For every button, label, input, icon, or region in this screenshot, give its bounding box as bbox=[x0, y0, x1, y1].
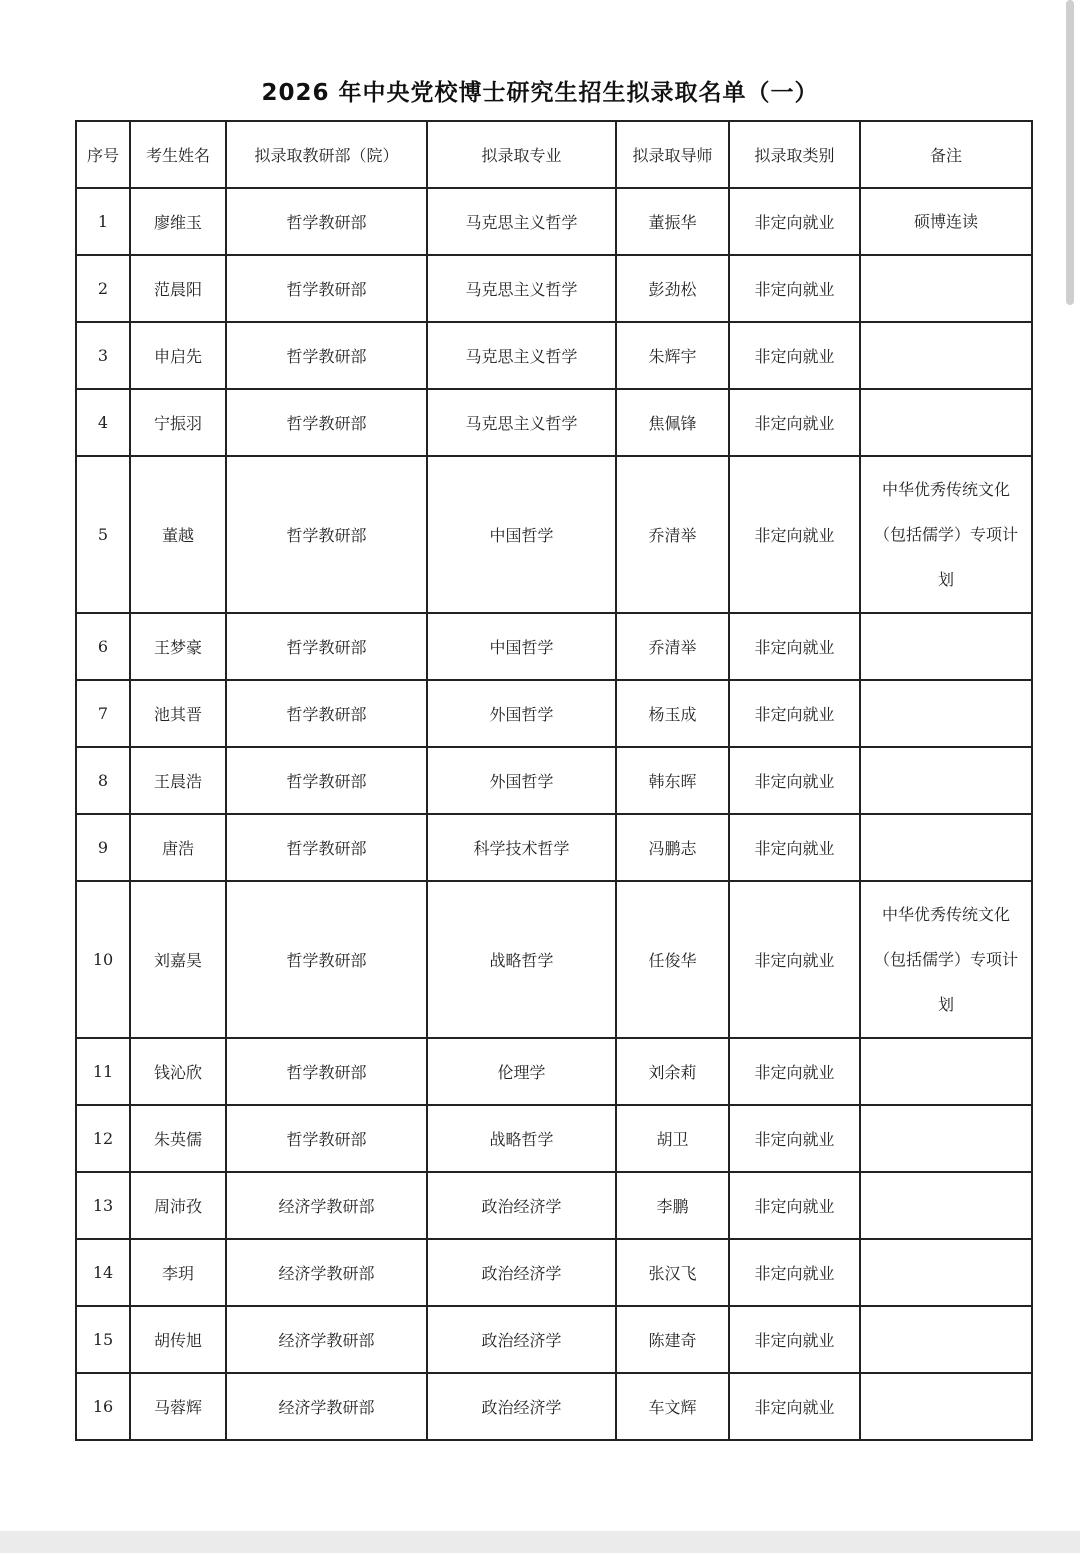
cell-remark bbox=[860, 389, 1032, 456]
cell-category: 非定向就业 bbox=[729, 1373, 860, 1440]
cell-name: 宁振羽 bbox=[130, 389, 226, 456]
cell-name: 王晨浩 bbox=[130, 747, 226, 814]
cell-major: 战略哲学 bbox=[427, 881, 616, 1038]
header-dept: 拟录取教研部（院） bbox=[226, 121, 427, 188]
cell-remark bbox=[860, 1373, 1032, 1440]
cell-advisor: 胡卫 bbox=[616, 1105, 729, 1172]
table-body bbox=[76, 188, 1032, 1440]
cell-dept: 哲学教研部 bbox=[226, 188, 427, 255]
cell-remark bbox=[860, 613, 1032, 680]
cell-name: 刘嘉昊 bbox=[130, 881, 226, 1038]
cell-name: 李玥 bbox=[130, 1239, 226, 1306]
cell-dept: 经济学教研部 bbox=[226, 1239, 427, 1306]
cell-major: 中国哲学 bbox=[427, 456, 616, 613]
header-no: 序号 bbox=[76, 121, 130, 188]
cell-dept: 哲学教研部 bbox=[226, 456, 427, 613]
cell-major: 政治经济学 bbox=[427, 1172, 616, 1239]
cell-remark bbox=[860, 747, 1032, 814]
cell-category: 非定向就业 bbox=[729, 1172, 860, 1239]
cell-dept: 哲学教研部 bbox=[226, 1038, 427, 1105]
cell-no: 2 bbox=[76, 255, 130, 322]
header-advisor: 拟录取导师 bbox=[616, 121, 729, 188]
cell-category: 非定向就业 bbox=[729, 881, 860, 1038]
cell-dept: 经济学教研部 bbox=[226, 1373, 427, 1440]
cell-advisor: 张汉飞 bbox=[616, 1239, 729, 1306]
cell-dept: 经济学教研部 bbox=[226, 1172, 427, 1239]
cell-no: 16 bbox=[76, 1373, 130, 1440]
cell-dept: 哲学教研部 bbox=[226, 881, 427, 1038]
table-row bbox=[76, 1373, 1032, 1440]
header-name: 考生姓名 bbox=[130, 121, 226, 188]
header-remark: 备注 bbox=[860, 121, 1032, 188]
cell-dept: 经济学教研部 bbox=[226, 1306, 427, 1373]
cell-major: 马克思主义哲学 bbox=[427, 188, 616, 255]
cell-no: 9 bbox=[76, 814, 130, 881]
cell-remark bbox=[860, 322, 1032, 389]
table-row bbox=[76, 255, 1032, 322]
scrollbar-thumb[interactable] bbox=[1066, 0, 1074, 305]
cell-advisor: 乔清举 bbox=[616, 613, 729, 680]
vertical-scrollbar[interactable] bbox=[1066, 0, 1074, 1553]
cell-major: 战略哲学 bbox=[427, 1105, 616, 1172]
cell-major: 中国哲学 bbox=[427, 613, 616, 680]
cell-category: 非定向就业 bbox=[729, 747, 860, 814]
cell-no: 3 bbox=[76, 322, 130, 389]
cell-advisor: 陈建奇 bbox=[616, 1306, 729, 1373]
cell-dept: 哲学教研部 bbox=[226, 747, 427, 814]
cell-no: 12 bbox=[76, 1105, 130, 1172]
cell-name: 钱沁欣 bbox=[130, 1038, 226, 1105]
cell-advisor: 乔清举 bbox=[616, 456, 729, 613]
bottom-bar bbox=[0, 1531, 1080, 1553]
cell-no: 1 bbox=[76, 188, 130, 255]
cell-category: 非定向就业 bbox=[729, 1239, 860, 1306]
cell-dept: 哲学教研部 bbox=[226, 255, 427, 322]
cell-no: 13 bbox=[76, 1172, 130, 1239]
table-row bbox=[76, 613, 1032, 680]
cell-advisor: 车文辉 bbox=[616, 1373, 729, 1440]
cell-name: 胡传旭 bbox=[130, 1306, 226, 1373]
cell-category: 非定向就业 bbox=[729, 613, 860, 680]
cell-advisor: 刘余莉 bbox=[616, 1038, 729, 1105]
cell-major: 马克思主义哲学 bbox=[427, 255, 616, 322]
cell-category: 非定向就业 bbox=[729, 255, 860, 322]
cell-remark: 中华优秀传统文化（包括儒学）专项计划 bbox=[860, 456, 1032, 613]
table-row bbox=[76, 322, 1032, 389]
cell-remark: 中华优秀传统文化（包括儒学）专项计划 bbox=[860, 881, 1032, 1038]
cell-advisor: 杨玉成 bbox=[616, 680, 729, 747]
cell-major: 马克思主义哲学 bbox=[427, 322, 616, 389]
cell-major: 政治经济学 bbox=[427, 1239, 616, 1306]
cell-no: 5 bbox=[76, 456, 130, 613]
table-row bbox=[76, 1239, 1032, 1306]
cell-name: 申启先 bbox=[130, 322, 226, 389]
cell-name: 范晨阳 bbox=[130, 255, 226, 322]
cell-name: 廖维玉 bbox=[130, 188, 226, 255]
cell-no: 4 bbox=[76, 389, 130, 456]
table-row bbox=[76, 747, 1032, 814]
cell-remark bbox=[860, 1239, 1032, 1306]
cell-advisor: 任俊华 bbox=[616, 881, 729, 1038]
cell-remark bbox=[860, 1105, 1032, 1172]
cell-major: 政治经济学 bbox=[427, 1306, 616, 1373]
table-row bbox=[76, 456, 1032, 613]
cell-dept: 哲学教研部 bbox=[226, 680, 427, 747]
cell-name: 朱英儒 bbox=[130, 1105, 226, 1172]
cell-category: 非定向就业 bbox=[729, 680, 860, 747]
table-row bbox=[76, 1306, 1032, 1373]
cell-advisor: 彭劲松 bbox=[616, 255, 729, 322]
cell-remark bbox=[860, 255, 1032, 322]
cell-remark bbox=[860, 814, 1032, 881]
cell-name: 唐浩 bbox=[130, 814, 226, 881]
cell-remark bbox=[860, 1306, 1032, 1373]
cell-category: 非定向就业 bbox=[729, 456, 860, 613]
cell-remark bbox=[860, 680, 1032, 747]
cell-major: 外国哲学 bbox=[427, 747, 616, 814]
cell-no: 7 bbox=[76, 680, 130, 747]
cell-dept: 哲学教研部 bbox=[226, 389, 427, 456]
cell-no: 11 bbox=[76, 1038, 130, 1105]
cell-name: 周沛孜 bbox=[130, 1172, 226, 1239]
cell-dept: 哲学教研部 bbox=[226, 613, 427, 680]
cell-major: 外国哲学 bbox=[427, 680, 616, 747]
cell-no: 6 bbox=[76, 613, 130, 680]
cell-dept: 哲学教研部 bbox=[226, 814, 427, 881]
cell-major: 科学技术哲学 bbox=[427, 814, 616, 881]
cell-category: 非定向就业 bbox=[729, 814, 860, 881]
table-row bbox=[76, 1038, 1032, 1105]
cell-no: 8 bbox=[76, 747, 130, 814]
cell-category: 非定向就业 bbox=[729, 389, 860, 456]
header-category: 拟录取类别 bbox=[729, 121, 860, 188]
table-row bbox=[76, 881, 1032, 1038]
cell-category: 非定向就业 bbox=[729, 322, 860, 389]
cell-category: 非定向就业 bbox=[729, 1306, 860, 1373]
document-title: 2026 年中央党校博士研究生招生拟录取名单（一） bbox=[261, 80, 819, 106]
admission-table bbox=[75, 120, 1033, 1441]
cell-name: 董越 bbox=[130, 456, 226, 613]
cell-name: 池其晋 bbox=[130, 680, 226, 747]
table-row bbox=[76, 389, 1032, 456]
cell-remark: 硕博连读 bbox=[860, 188, 1032, 255]
table-row bbox=[76, 188, 1032, 255]
cell-category: 非定向就业 bbox=[729, 1038, 860, 1105]
cell-category: 非定向就业 bbox=[729, 188, 860, 255]
cell-major: 伦理学 bbox=[427, 1038, 616, 1105]
cell-name: 马蓉辉 bbox=[130, 1373, 226, 1440]
cell-advisor: 冯鹏志 bbox=[616, 814, 729, 881]
cell-no: 14 bbox=[76, 1239, 130, 1306]
cell-major: 政治经济学 bbox=[427, 1373, 616, 1440]
cell-major: 马克思主义哲学 bbox=[427, 389, 616, 456]
cell-no: 15 bbox=[76, 1306, 130, 1373]
table-row bbox=[76, 680, 1032, 747]
cell-advisor: 董振华 bbox=[616, 188, 729, 255]
cell-dept: 哲学教研部 bbox=[226, 1105, 427, 1172]
cell-dept: 哲学教研部 bbox=[226, 322, 427, 389]
cell-no: 10 bbox=[76, 881, 130, 1038]
table-row bbox=[76, 1172, 1032, 1239]
cell-category: 非定向就业 bbox=[729, 1105, 860, 1172]
cell-name: 王梦豪 bbox=[130, 613, 226, 680]
cell-remark bbox=[860, 1172, 1032, 1239]
table-row bbox=[76, 1105, 1032, 1172]
cell-advisor: 朱辉宇 bbox=[616, 322, 729, 389]
table-header-row bbox=[76, 121, 1032, 188]
table-row bbox=[76, 814, 1032, 881]
cell-advisor: 李鹏 bbox=[616, 1172, 729, 1239]
cell-remark bbox=[860, 1038, 1032, 1105]
header-major: 拟录取专业 bbox=[427, 121, 616, 188]
cell-advisor: 焦佩锋 bbox=[616, 389, 729, 456]
cell-advisor: 韩东晖 bbox=[616, 747, 729, 814]
